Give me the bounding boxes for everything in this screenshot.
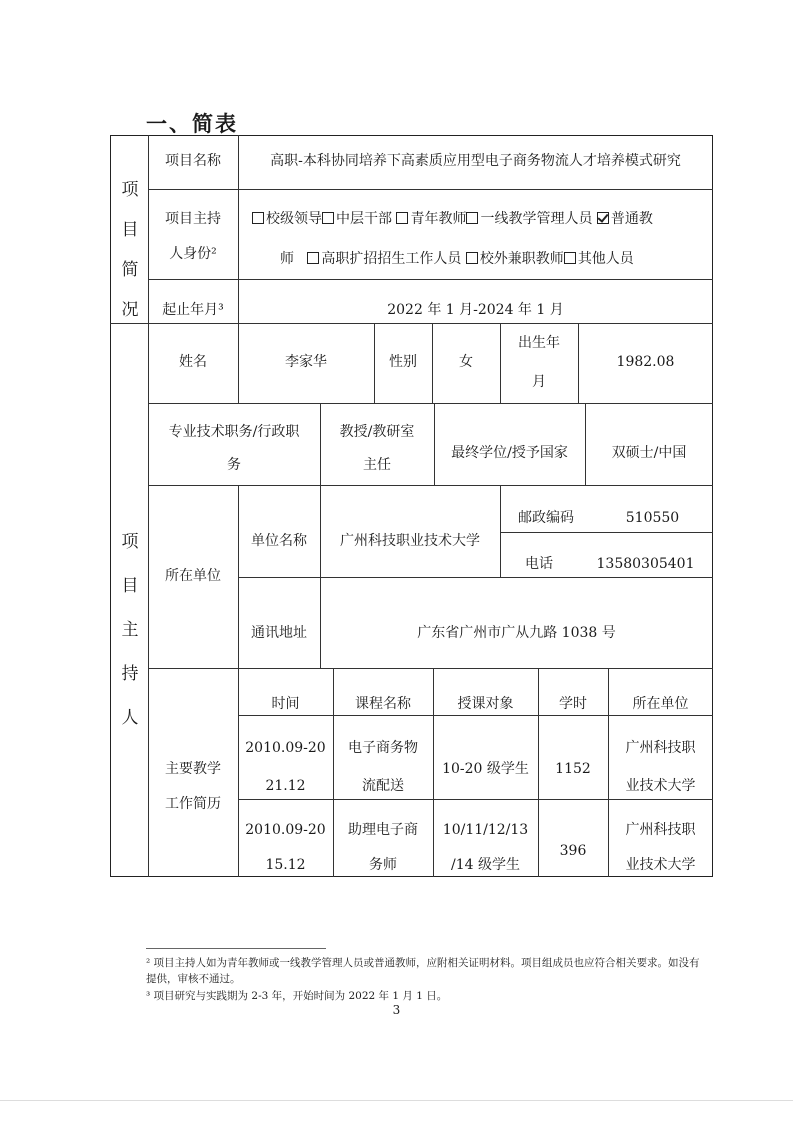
option-continuation: 师: [280, 251, 294, 267]
section1-label-char: 简: [121, 260, 139, 280]
footnote-3: ³ 项目研究与实践期为 2-3 年，开始时间为 2022 年 1 月 1 日。: [146, 990, 448, 1002]
period-label: 起止年月³: [162, 302, 224, 318]
unit-name-value: 广州科技职业技术大学: [340, 533, 480, 549]
work-row-1-unit: 广州科技职: [625, 740, 696, 756]
section1-label: [114, 170, 146, 330]
section2-label-char: 主: [121, 620, 139, 640]
checkbox-option[interactable]: [322, 211, 392, 227]
address-label: 通讯地址: [251, 625, 307, 641]
address-value: 广东省广州市广从九路 1038 号: [417, 625, 616, 641]
page-bottom-rule: [0, 1100, 793, 1101]
work-row-2-audience: 10/11/12/13: [442, 822, 529, 838]
host-identity-label: 项目主持: [165, 211, 221, 227]
section2-label-char: 人: [121, 708, 139, 728]
checkbox-icon[interactable]: [322, 212, 334, 224]
checked-checkbox-icon[interactable]: [597, 212, 609, 224]
checkbox-label: 青年教师: [410, 211, 467, 227]
section-heading: 一、简表: [146, 111, 238, 136]
checkbox-icon[interactable]: [252, 212, 264, 224]
section1-label-char: 项: [121, 180, 139, 200]
project-name-label: 项目名称: [165, 153, 221, 169]
work-row-1-unit: 业技术大学: [625, 778, 696, 794]
checkbox-option[interactable]: [252, 211, 322, 227]
section2-label-char: 持: [121, 664, 139, 684]
checkbox-label: 高职扩招招生工作人员: [321, 251, 462, 267]
checkbox-icon[interactable]: [466, 252, 478, 264]
gender-label: 性别: [389, 354, 417, 370]
checkbox-option[interactable]: [564, 251, 634, 267]
checkbox-icon[interactable]: [466, 212, 478, 224]
page-number: 3: [392, 1003, 401, 1017]
work-row-1-audience: 10-20 级学生: [442, 761, 529, 777]
checkbox-option[interactable]: [597, 211, 653, 227]
grid-line: [148, 668, 713, 669]
checkbox-icon[interactable]: [307, 252, 319, 264]
footnote-rule: [146, 948, 326, 949]
identity-options-line2: [280, 246, 634, 273]
checkbox-option[interactable]: [466, 251, 564, 267]
footnote-2: ² 项目主持人如为青年教师或一线教学管理人员或普通教师，应附相关证明材料。项目组成员也应符合相关要求。如没有提供，审核不通过。: [146, 957, 700, 985]
grid-line: [148, 485, 713, 486]
section2-label: [114, 520, 146, 740]
work-row-1-time: 2010.09-20: [245, 740, 326, 756]
birth-label: 月: [532, 374, 546, 390]
unit-name-label: 单位名称: [251, 533, 307, 549]
title-value: 教授/教研室: [339, 424, 415, 440]
period-value: 2022 年 1 月-2024 年 1 月: [387, 302, 564, 318]
degree-label: 最终学位/授予国家: [451, 445, 568, 461]
checkbox-label: 校外兼职教师: [479, 251, 564, 267]
phone-label: 电话: [525, 556, 553, 572]
checkbox-label: 中层干部: [336, 211, 392, 227]
checkbox-label: 一线教学管理人员: [480, 211, 593, 227]
work-header-time: 时间: [271, 696, 300, 712]
checkbox-option[interactable]: [466, 211, 592, 227]
postcode-label: 邮政编码: [518, 510, 574, 526]
work-row-2-course: 务师: [369, 857, 397, 873]
host-identity-label: 人身份²: [169, 246, 217, 262]
grid-line: [500, 532, 713, 533]
work-row-2-audience: /14 级学生: [451, 857, 520, 873]
work-header-hours: 学时: [559, 696, 587, 712]
degree-value: 双硕士/中国: [611, 445, 687, 461]
checkbox-icon[interactable]: [564, 252, 576, 264]
section1-label-char: 况: [121, 300, 139, 320]
birth-value: 1982.08: [616, 354, 675, 370]
checkbox-label: 其他人员: [577, 251, 634, 267]
grid-line: [148, 189, 713, 190]
name-value: 李家华: [285, 354, 327, 370]
phone-value: 13580305401: [596, 556, 695, 572]
section1-label-char: 目: [121, 220, 139, 240]
work-row-2-hours: 396: [559, 843, 587, 859]
work-row-2-unit: 业技术大学: [625, 857, 696, 873]
section2-label-char: 目: [121, 576, 139, 596]
title-value: 主任: [363, 457, 391, 473]
checkbox-label: 校级领导: [266, 211, 322, 227]
title-label: 专业技术职务/行政职: [168, 424, 300, 440]
gender-value: 女: [459, 354, 473, 370]
work-history-label: 工作简历: [165, 796, 221, 812]
work-history-label: 主要教学: [165, 761, 221, 777]
checkbox-option[interactable]: [396, 211, 466, 227]
work-row-2-time: 2010.09-20: [245, 822, 326, 838]
work-row-1-hours: 1152: [555, 761, 591, 777]
name-label: 姓名: [179, 354, 207, 370]
checkbox-icon[interactable]: [396, 212, 408, 224]
grid-line: [148, 403, 713, 404]
title-label: 务: [227, 457, 241, 473]
work-row-2-time: 15.12: [265, 857, 306, 873]
postcode-value: 510550: [625, 510, 680, 526]
checkbox-option[interactable]: [307, 251, 461, 267]
project-name-value: 高职-本科协同培养下高素质应用型电子商务物流人才培养模式研究: [270, 153, 681, 169]
work-header-unit: 所在单位: [632, 696, 689, 712]
work-row-1-course: 电子商务物: [348, 740, 418, 756]
work-header-audience: 授课对象: [457, 696, 514, 712]
work-row-2-unit: 广州科技职: [625, 822, 696, 838]
identity-options-line1: [252, 206, 653, 233]
birth-label: 出生年: [518, 335, 560, 351]
work-row-2-course: 助理电子商: [348, 822, 418, 838]
work-row-1-time: 21.12: [265, 778, 306, 794]
unit-label: 所在单位: [165, 568, 221, 584]
checkbox-label: 普通教: [610, 211, 653, 227]
work-row-1-course: 流配送: [362, 778, 404, 794]
grid-line: [148, 279, 713, 280]
section2-label-char: 项: [121, 532, 139, 552]
work-header-course: 课程名称: [355, 696, 411, 712]
